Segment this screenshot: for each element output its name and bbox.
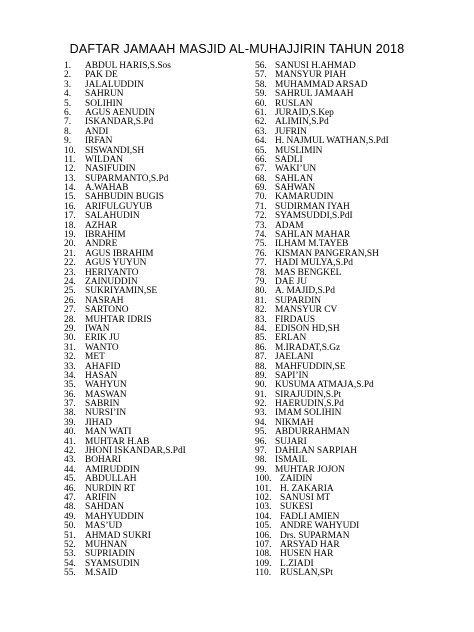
member-name: SAHDAN: [85, 502, 125, 513]
member-name: ILHAM M.TAYEB: [275, 239, 349, 250]
member-number: 76.: [255, 248, 267, 259]
member-name: HERIYANTO: [85, 267, 139, 278]
member-number: 4.: [64, 89, 72, 100]
member-number: 41.: [64, 436, 76, 447]
member-name: NURDIN RT: [85, 483, 136, 494]
member-name: MUSLIMIN: [275, 145, 323, 156]
member-name: NURSI’IN: [85, 408, 127, 419]
member-name: KAMARUDIN: [275, 192, 334, 203]
member-number: 24.: [64, 276, 76, 287]
member-number: 102.: [255, 492, 272, 503]
member-name: SAPI’IN: [275, 370, 309, 381]
member-name: IWAN: [85, 323, 110, 334]
member-name: L.ZIADI: [280, 558, 314, 569]
member-name: ARSYAD HAR: [280, 539, 340, 550]
member-number: 91.: [255, 389, 267, 400]
member-number: 92.: [255, 399, 267, 410]
member-number: 35.: [64, 380, 76, 391]
member-number: 38.: [64, 408, 76, 419]
member-number: 8.: [64, 126, 72, 137]
member-number: 11.: [64, 154, 76, 165]
member-name: SISWANDI,SH: [85, 145, 145, 156]
member-number: 15.: [64, 192, 76, 203]
member-number: 48.: [64, 502, 76, 513]
member-name: SUPARMANTO,S.Pd: [85, 173, 169, 184]
member-number: 104.: [255, 511, 272, 522]
member-name: PAK DE: [85, 70, 118, 81]
member-number: 19.: [64, 230, 76, 241]
member-name: NIKMAH: [275, 417, 314, 428]
member-name: MANSYUR PIAH: [275, 70, 347, 81]
member-number: 14.: [64, 183, 76, 194]
member-name: JAELANI: [275, 352, 314, 363]
member-number: 85.: [255, 333, 267, 344]
member-name: JUFRIN: [275, 126, 307, 137]
member-name: SYAMSUDIN: [85, 558, 140, 569]
member-name: HAERUDIN,S.Pd: [275, 399, 344, 410]
member-name: JALALUDDIN: [85, 79, 144, 90]
member-number: 50.: [64, 521, 76, 532]
member-number: 45.: [64, 474, 76, 485]
member-number: 75.: [255, 239, 267, 250]
member-number: 22.: [64, 258, 76, 269]
member-number: 81.: [255, 295, 267, 306]
member-name: SABRIN: [85, 399, 120, 410]
member-name: MANSYUR CV: [275, 305, 338, 316]
member-number: 56.: [255, 61, 267, 71]
member-name: ZAIDIN: [280, 474, 313, 485]
member-name: KISMAN PANGERAN,SH: [275, 248, 379, 259]
member-number: 3.: [64, 79, 72, 90]
member-name: MAHFUDDIN,SE: [275, 361, 346, 372]
member-name: MAN WATI: [85, 427, 132, 438]
member-number: 96.: [255, 436, 267, 447]
member-number: 34.: [64, 370, 76, 381]
member-number: 63.: [255, 126, 267, 137]
member-number: 36.: [64, 389, 76, 400]
member-number: 44.: [64, 464, 76, 475]
member-name: WILDAN: [85, 154, 124, 165]
member-name: SAHWAN: [275, 183, 316, 194]
member-number: 30.: [64, 333, 76, 344]
member-number: 49.: [64, 511, 76, 522]
member-number: 46.: [64, 483, 76, 494]
member-number: 40.: [64, 427, 76, 438]
member-number: 59.: [255, 89, 267, 100]
member-number: 10.: [64, 145, 76, 156]
member-number: 33.: [64, 361, 76, 372]
member-name: SALAHUDIN: [85, 211, 140, 222]
member-name: DAE JU: [275, 276, 308, 287]
member-name: BOHARI: [85, 455, 121, 466]
member-name: IMAM SOLIHIN: [275, 408, 342, 419]
member-name: FIRDAUS: [275, 314, 316, 325]
member-name: JIHAD: [85, 417, 113, 428]
member-name: IRFAN: [85, 136, 113, 147]
member-number: 80.: [255, 286, 267, 297]
member-name: AMIRUDDIN: [85, 464, 140, 475]
member-number: 1.: [64, 61, 72, 71]
member-name: MUHTAR JOJON: [275, 464, 345, 475]
member-number: 16.: [64, 201, 76, 212]
member-name: A. MAJID,S.Pd: [275, 286, 335, 297]
member-name: SAHRUN: [85, 89, 124, 100]
member-list-right-column: [255, 62, 465, 578]
member-number: 71.: [255, 201, 267, 212]
member-name: MET: [85, 352, 105, 363]
member-number: 108.: [255, 549, 272, 560]
member-name: WAHYUN: [85, 380, 127, 391]
member-number: 72.: [255, 211, 267, 222]
member-name: H. ZAKARIA: [280, 483, 334, 494]
member-name: MUHTAR IDRIS: [85, 314, 152, 325]
member-name: SUDIRMAN IYAH: [275, 201, 350, 212]
member-name: MAS’UD: [85, 521, 122, 532]
member-number: 65.: [255, 145, 267, 156]
member-name: SUPARDIN: [275, 295, 322, 306]
member-name: NASRAH: [85, 295, 124, 306]
member-number: 42.: [64, 446, 76, 457]
member-number: 74.: [255, 230, 267, 241]
member-name: ABDURRAHMAN: [275, 427, 350, 438]
member-name: SUKRIYAMIN,SE: [85, 286, 158, 297]
document-title: DAFTAR JAMAAH MASJID AL-MUHAJJIRIN TAHUN 2018: [69, 42, 405, 56]
member-name: SOLIHIN: [85, 98, 123, 109]
member-number: 57.: [255, 70, 267, 81]
member-name: SYAMSUDDI,S.PdI: [275, 211, 353, 222]
member-name: SAHRUL JAMAAH: [275, 89, 354, 100]
member-number: 73.: [255, 220, 267, 231]
member-name: AGUS IBRAHIM: [85, 248, 154, 259]
member-name: H. NAJMUL WATHAN,S.PdI: [275, 136, 389, 147]
member-name: SAHLAN: [275, 173, 314, 184]
member-name: MAHYUDDIN: [85, 511, 144, 522]
member-number: 103.: [255, 502, 272, 513]
member-number: 93.: [255, 408, 267, 419]
member-list-item: [64, 569, 254, 578]
member-name: ARIFIN: [85, 492, 117, 503]
member-number: 29.: [64, 323, 76, 334]
member-number: 27.: [64, 305, 76, 316]
member-name: ABDUL HARIS,S.Sos: [85, 61, 171, 71]
member-number: 95.: [255, 427, 267, 438]
member-name: ANDRE WAHYUDI: [280, 521, 360, 532]
member-number: 94.: [255, 417, 267, 428]
member-name: SUJARI: [275, 436, 307, 447]
member-number: 78.: [255, 267, 267, 278]
member-number: 82.: [255, 305, 267, 316]
member-name: DAHLAN SARPIAH: [275, 446, 358, 457]
member-name: ERIK JU: [85, 333, 120, 344]
member-number: 87.: [255, 352, 267, 363]
member-name: ANDI: [85, 126, 109, 137]
member-number: 66.: [255, 154, 267, 165]
member-number: 58.: [255, 79, 267, 90]
member-number: 51.: [64, 530, 76, 541]
member-number: 84.: [255, 323, 267, 334]
member-list-left-column: [64, 62, 254, 578]
member-number: 21.: [64, 248, 76, 259]
member-number: 67.: [255, 164, 267, 175]
member-name: EDISON HD,SH: [275, 323, 340, 334]
member-name: SIRAJUDIN,S.Pt: [275, 389, 342, 400]
member-number: 100.: [255, 474, 272, 485]
member-name: ADAM: [275, 220, 304, 231]
member-number: 64.: [255, 136, 267, 147]
member-number: 12.: [64, 164, 76, 175]
member-number: 32.: [64, 352, 76, 363]
member-number: 98.: [255, 455, 267, 466]
member-name: SADLI: [275, 154, 303, 165]
member-number: 110.: [255, 568, 272, 579]
member-number: 89.: [255, 370, 267, 381]
member-number: 90.: [255, 380, 267, 391]
member-number: 70.: [255, 192, 267, 203]
member-name: SUPRIADIN: [85, 549, 136, 560]
member-name: NASIFUDIN: [85, 164, 136, 175]
member-name: ZAINUDDIN: [85, 276, 138, 287]
member-name: M.SAID: [85, 568, 118, 579]
member-name: M.IRADAT,S.Gz: [275, 342, 341, 353]
member-name: AZHAR: [85, 220, 118, 231]
member-number: 9.: [64, 136, 72, 147]
member-name: ISMAIL: [275, 455, 308, 466]
member-name: FADLI AMIEN: [280, 511, 340, 522]
member-number: 2.: [64, 70, 72, 81]
member-name: RUSLAN: [275, 98, 313, 109]
member-name: Drs. SUPARMAN: [280, 530, 350, 541]
member-name: SARTONO: [85, 305, 129, 316]
member-number: 28.: [64, 314, 76, 325]
member-name: MUHAMMAD ARSAD: [275, 79, 368, 90]
member-number: 86.: [255, 342, 267, 353]
member-name: SAHLAN MAHAR: [275, 230, 351, 241]
member-number: 77.: [255, 258, 267, 269]
member-number: 83.: [255, 314, 267, 325]
member-name: ABDULLAH: [85, 474, 137, 485]
member-name: ALIMIN,S.Pd: [275, 117, 329, 128]
member-name: JHONI ISKANDAR,S.PdI: [85, 446, 186, 457]
member-number: 62.: [255, 117, 267, 128]
member-number: 107.: [255, 539, 272, 550]
member-name: ERLAN: [275, 333, 307, 344]
member-number: 53.: [64, 549, 76, 560]
member-name: AGUS YUYUN: [85, 258, 147, 269]
member-name: KUSUMA ATMAJA,S.Pd: [275, 380, 374, 391]
member-number: 60.: [255, 98, 267, 109]
member-number: 88.: [255, 361, 267, 372]
member-number: 47.: [64, 492, 76, 503]
member-number: 13.: [64, 173, 76, 184]
member-name: MUHTAR H.AB: [85, 436, 150, 447]
member-number: 6.: [64, 107, 72, 118]
member-name: MASWAN: [85, 389, 127, 400]
member-name: AHMAD SUKRI: [85, 530, 151, 541]
member-number: 101.: [255, 483, 272, 494]
member-number: 69.: [255, 183, 267, 194]
member-number: 55.: [64, 568, 76, 579]
member-number: 7.: [64, 117, 72, 128]
member-number: 26.: [64, 295, 76, 306]
member-name: AHAFID: [85, 361, 121, 372]
member-name: WAKI’UN: [275, 164, 317, 175]
member-name: HASAN: [85, 370, 118, 381]
member-name: IBRAHIM: [85, 230, 126, 241]
member-name: AGUS AENUDIN: [85, 107, 156, 118]
member-number: 61.: [255, 107, 267, 118]
member-number: 68.: [255, 173, 267, 184]
member-number: 106.: [255, 530, 272, 541]
member-name: SAHBUDIN BUGIS: [85, 192, 164, 203]
member-name: ARIFULGUYUB: [85, 201, 153, 212]
member-number: 17.: [64, 211, 76, 222]
member-number: 23.: [64, 267, 76, 278]
member-number: 97.: [255, 446, 267, 457]
member-number: 20.: [64, 239, 76, 250]
member-name: SANUSI H.AHMAD: [275, 61, 356, 71]
member-list-item: [255, 569, 465, 578]
member-number: 99.: [255, 464, 267, 475]
member-number: 25.: [64, 286, 76, 297]
member-number: 39.: [64, 417, 76, 428]
member-name: ANDRE: [85, 239, 118, 250]
member-number: 18.: [64, 220, 76, 231]
member-name: A.WAHAB: [85, 183, 129, 194]
member-name: WANTO: [85, 342, 119, 353]
member-name: MAS BENGKEL: [275, 267, 342, 278]
member-name: ISKANDAR,S.Pd: [85, 117, 154, 128]
member-number: 52.: [64, 539, 76, 550]
member-name: SANUSI MT: [280, 492, 331, 503]
member-name: JURAID,S.Kep: [275, 107, 334, 118]
member-number: 54.: [64, 558, 76, 569]
member-name: MUHNAN: [85, 539, 128, 550]
member-name: SUKESI: [280, 502, 313, 513]
member-number: 43.: [64, 455, 76, 466]
member-number: 37.: [64, 399, 76, 410]
member-number: 79.: [255, 276, 267, 287]
member-name: HUSEN HAR: [280, 549, 334, 560]
member-name: RUSLAN,SPt: [280, 568, 333, 579]
member-number: 31.: [64, 342, 76, 353]
member-number: 5.: [64, 98, 72, 109]
member-number: 105.: [255, 521, 272, 532]
member-name: HADI MULYA,S.Pd: [275, 258, 353, 269]
member-number: 109.: [255, 558, 272, 569]
